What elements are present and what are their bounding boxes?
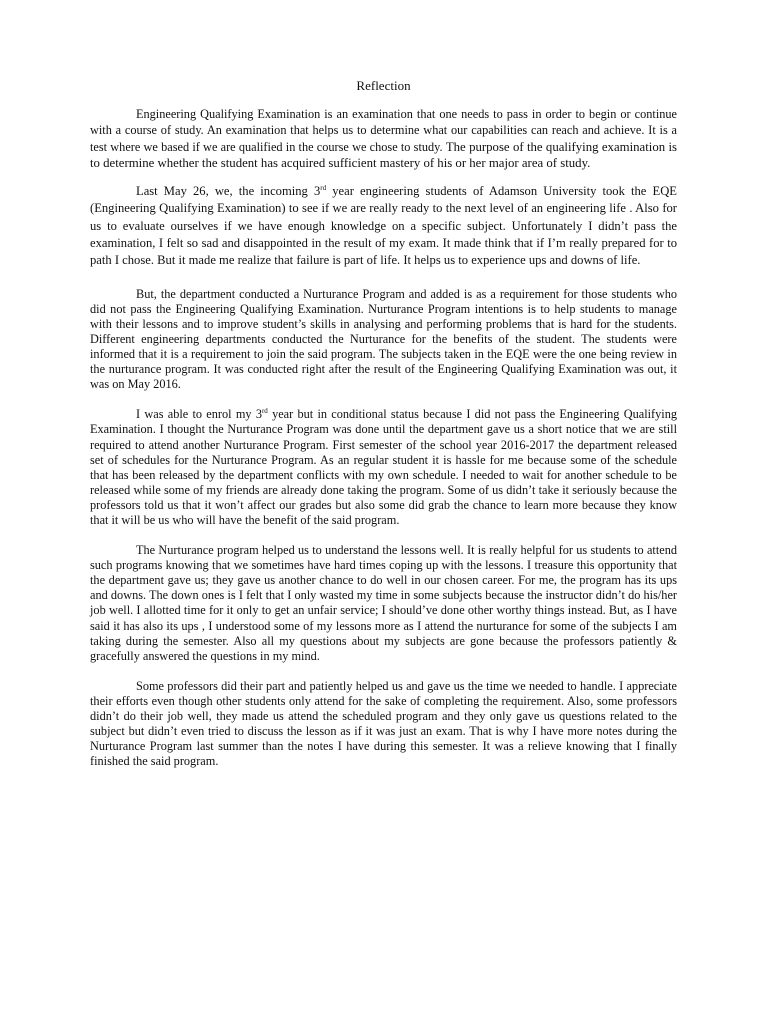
paragraph-1-part-a: Engineering Qualifying Examination is an examination that one needs to pass in order to begin or continue with a course of study. An examination that helps us to determine what our capabilities can reach and achieve. It is a test where we based if we are qualified in the course we chose to study. [90,107,677,154]
document-page [90,78,677,784]
paragraph-3: But, the department conducted a Nurturance Program and added is as a requirement for those students who did not pass the Engineering Qualifying Examination. Nurturance Program intentions is to help students to manage with their lessons and to improve student’s skills in analysing and performing problems that is hard for the students. Different engineering departments conducted the Nurturance for the benefits of the student. The students were informed that it is a requirement to join the said program. The subjects taken in the EQE were the one being review in the nurturance program. It was conducted right after the result of the Engineering Qualifying Examination was out, it was on May 2016. [90,286,677,392]
ordinal-suffix: rd [320,184,327,193]
paragraph-2-part-b: year engineering students of Adamson University took the EQE (Engineering Qualifying Examination) to see if we are really ready to the next level of an engineering life . Also for us to evaluate ourselves if we have enough knowledge on a specific subject. Unfortunately I didn’t pass the examination, I felt so sad and disappointed in the result of my exam. It made think that if I’m really prepared for to path I chose. But it made me realize that failure is part of life. It helps us to experience ups and downs of life. [90,184,677,268]
paragraph-2 [90,183,677,269]
paragraph-4 [90,407,677,528]
paragraph-4-part-b: year but in conditional status because I did not pass the Engineering Qualifying Examination. I thought the Nurturance Program was done until the department gave us a short notice that we are still required to attend another Nurturance Program. First semester of the school year 2016-2017 the department released set of schedules for the Nurturance Program. As an regular student it is hassle for me because some of the schedule that has been released by the department conflicts with my own schedule. I needed to wait for another schedule to be released while some of my friends are already done taking the program. Some of us didn’t take it seriously because the professors told us that it won’t affect our grades but also some did grab the chance to learn more because they know that it will be us who will have the benefit of the said program. [90,407,677,527]
paragraph-2-part-a: Last May 26, we, the incoming 3 [136,184,321,199]
paragraph-1-part-b: The purpose of the qualifying examination is to determine whether the student has acquired sufficient mastery of his or her major area of study. [90,139,678,170]
paragraph-6: Some professors did their part and patiently helped us and gave us the time we needed to handle. I appreciate their efforts even though other students only attend for the sake of completing the requirement. Also, some professors didn’t do their job well, they made us attend the scheduled program and they only gave us questions related to the subject but didn’t even tried to discuss the lesson as if it was just an exam. That is why I have more notes during the Nurturance Program last summer than the notes I have during this semester. It was a relieve knowing that I finally finished the said program. [90,678,677,769]
document-title: Reflection [356,78,411,93]
paragraph-1 [90,106,677,171]
ordinal-suffix: rd [261,407,268,416]
paragraph-5: The Nurturance program helped us to understand the lessons well. It is really helpful for us students to attend such programs knowing that we sometimes have hard times coping up with the lessons. I treasure this opportunity that the department gave us; they gave us another chance to do well in our chosen career. For me, the program has its ups and downs. The down ones is I felt that I only wasted my time in some subjects because the instructor didn’t do his/her job well. I allotted time for it only to get an unfair service; I should’ve done other worthy things instead. But, as I have said it has also its ups , I understood some of my lessons more as I attend the nurturance for some of the subjects I am taking during the semester. Also all my questions about my subjects are gone because the professors patiently & gracefully answered the questions in my mind. [90,543,677,663]
paragraph-4-part-a: I was able to enrol my 3 [136,407,262,422]
